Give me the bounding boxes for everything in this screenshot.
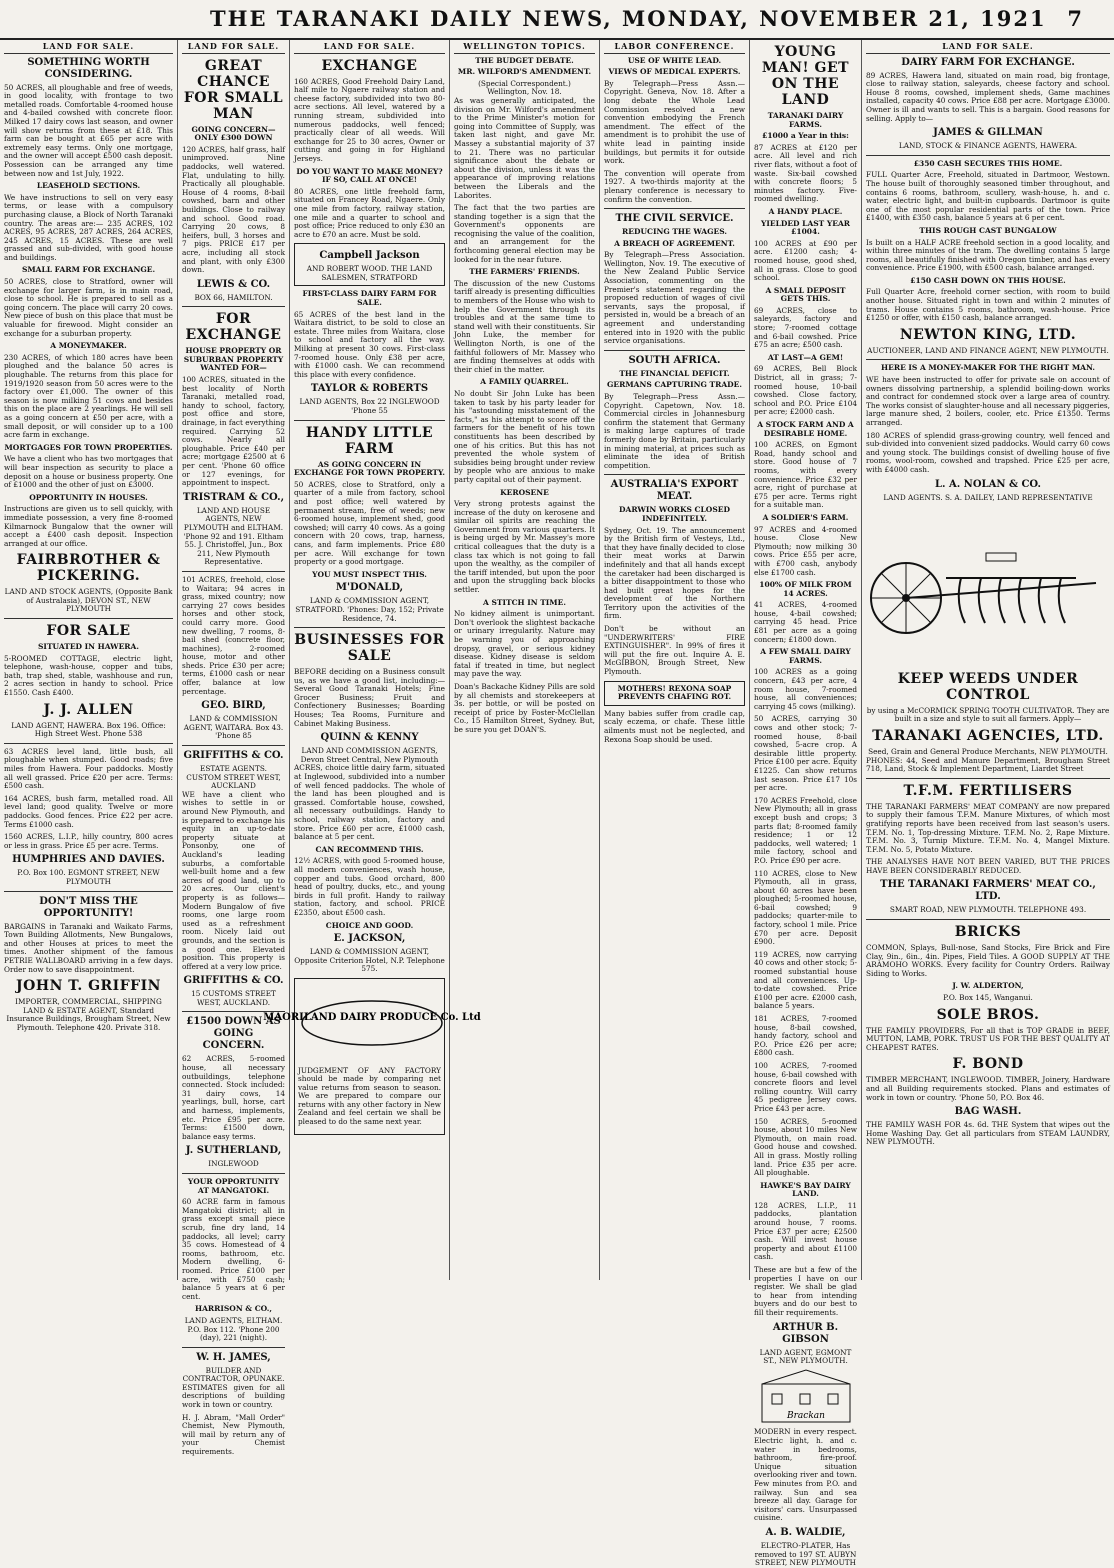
firm-address: LAND AGENTS, Box 22 INGLEWOOD 'Phone 55 xyxy=(299,397,440,415)
ad-text: 120 ACRES, half grass, half unimproved. Nine paddocks, well watered. Flat, undulating to hilly. Practically all ploughable. House of 4 rooms, 8-bail cowshed, barn and other buildings. Close to railway and school. Good road. Carrying 20 cows, 8 heifers, bull, 3 horses and 7 pigs. PRICE £17 per acre, including all stock and plant, with only £300 down. xyxy=(182,144,285,275)
ad-text: 12½ ACRES, with good 5-roomed house, all modern conveniences, wash house, copper and tubs. Good orchard, 800 head of poultry, ducks, etc., and young birds in full profit. Handy to railway station, factory, and school. PRICE £2350, about £500 cash. xyxy=(294,856,445,917)
firm-name: GEO. BIRD, xyxy=(201,700,266,712)
ad-text: 150 ACRES, 5-roomed house, about 10 miles New Plymouth, on main road. Good house and cowshed. All in grass. Mostly rolling land. Price £35 per acre. All ploughable. xyxy=(754,1116,857,1178)
divider xyxy=(866,778,1110,779)
ad-text: 110 ACRES, close to New Plymouth, all in grass, about 60 acres have been ploughed; 5-roomed house, 6-bail cowshed; 9 paddocks; quarter-mile to factory, school 1 mile. Price £70 per acre. Deposit £900. xyxy=(754,868,857,947)
ad-text: 119 ACRES, now carrying 40 cows and other stock; 5-roomed substantial house and all conveniences. Up-to-date cowshed. Price £100 per acre. £2000 cash, balance 5 years. xyxy=(754,949,857,1011)
firm-address: LAND AGENT, EGMONT ST., NEW PLYMOUTH. xyxy=(759,1347,852,1366)
ad-heading: CAN RECOMMEND THIS. xyxy=(315,844,424,854)
divider xyxy=(604,208,745,209)
firm-name: J. SUTHERLAND, xyxy=(185,1145,282,1157)
article-heading: USE OF WHITE LEAD. xyxy=(627,55,722,65)
ad-text: ACRES, choice little dairy farm, situated at Inglewood, subdivided into a number of well fenced paddocks. The whole of the land has been ploughed and is grassed. Comfortable house, cowshed, all necessary outbuildings. Handy to school, railway station, factory and store. Price £60 per acre, £1000 cash, balance at 5 per cent. xyxy=(294,763,445,842)
ad-text: Full Quarter Acre, freehold corner section, with room to build another house. Situated right in town and within 2 minutes of trams. House contains 5 rooms, bathroom, wash-house. Price £1250 or offer, with £150 cash, balance arranged. xyxy=(866,287,1110,323)
firm-name: Campbell Jackson xyxy=(319,250,420,262)
firm-name: M'DONALD, xyxy=(335,582,404,594)
firm-address: BUILDER AND CONTRACTOR, OPUNAKE. xyxy=(182,1365,285,1384)
ad-text: 1560 ACRES, L.I.P., hilly country, 800 acres or less in grass. Price £5 per acre. Terms. xyxy=(4,832,173,850)
ad-text: 87 ACRES at £120 per acre. All level and rich river flats, without a foot of waste. Six-bail cowshed with concrete floors; 5 minutes factory. Five-roomed dwelling. xyxy=(754,142,857,204)
section-header: LAND FOR SALE. xyxy=(294,40,445,54)
ad-subheading: HOUSE PROPERTY OR SUBURBAN PROPERTY WANTED FOR— xyxy=(183,346,284,373)
ad-text: THE FAMILY PROVIDERS, For all that is TOP GRADE in BEEF, MUTTON, LAMB, PORK. TRUST US FOR THE BEST QUALITY AT CHEAPEST RATES. xyxy=(866,1025,1110,1052)
ad-text: H. J. Abram, "Mall Order" Chemist, New Plymouth, will mail by return any of your Chemist requirements. xyxy=(182,1412,285,1457)
firm-name: ARTHUR B. GIBSON xyxy=(772,1321,839,1345)
ad-text: 63 ACRES level land, little bush, all ploughable when stumped. Good roads; five miles from Hawera. Four paddocks. Mostly all well grassed. Price £20 per acre. Terms: £500 cash. xyxy=(4,746,173,791)
ad-text: WE have been instructed to offer for private sale on account of owners dissolving partnership, a splendid boiling-down works and contract for condemned stock over a large area of country. The works consist of slaughter-house and all necessary piggeries, large manure shed, 2 boilers, cooler, etc. Price £1350. Terms arranged. xyxy=(866,375,1110,427)
article-dateline: Wellington, Nov. 18. xyxy=(487,87,562,97)
divider xyxy=(866,359,1110,360)
ad-heading: BAG WASH. xyxy=(954,1106,1022,1118)
ad-heading: A FEW SMALL DAIRY FARMS. xyxy=(760,647,851,665)
divider xyxy=(182,745,285,746)
firm-address: 15 CUSTOMS STREET WEST, AUCKLAND. xyxy=(191,989,276,1007)
article-text: No doubt Sir John Luke has been taken to task by his party leader for his "astounding misstatement of the facts," as his attempt to score off the farmers for the benefit of his town constituents has been described by one of his critics. But this has not prevented the whole system of subsidies being brought under review by people who are anxious to make party capital out of their payment. xyxy=(454,388,595,484)
ad-heading: SOMETHING WORTH CONSIDERING. xyxy=(27,56,150,80)
ad-text: These are but a few of the properties I have on our register. We shall be glad to hear from intending buyers and do our best to fill their requirements. xyxy=(754,1265,857,1317)
ad-heading: T.F.M. FERTILISERS xyxy=(903,782,1073,799)
article-heading: THE FARMERS' FRIENDS. xyxy=(469,267,580,277)
ad-text: 128 ACRES, L.I.P., 11 paddocks, plantation around house, 7 rooms. Price £37 per acre; £2500 cash. Will invest house property and about £1100 cash. xyxy=(754,1200,857,1262)
ad-text: 50 ACRES, carrying 30 cows and other stock; 7-roomed house, 8-bail cowshed, 5-acre crop. A desirable little property. Price £100 per acre. Equity £1225. Can show returns last season. Price £17 10s per acre. xyxy=(754,714,857,793)
ad-text: MODERN in every respect. Electric light, h. and c. water in bedrooms, bathroom, fire-proof. Unique situation overlooking river and town. Few minutes from P.O. and railway. Sun and sea breeze all day. Garage for visitors' cars. Unsurpassed cuisine. xyxy=(754,1427,857,1523)
ad-text: 60 ACRE farm in famous Mangatoki district; all in grass except small piece scrub, fine dry land, 14 paddocks, all level; carry 35 cows. Homestead of 4 rooms, bathroom, etc. Modern dwelling, 6-roomed. Price £100 per acre, with £750 cash; balance 5 years at 6 per cent. xyxy=(182,1197,285,1301)
rexona-ad-heading: MOTHERS! REXONA SOAP PREVENTS CHAFING ROT. xyxy=(604,681,745,706)
campbell-jackson-ad xyxy=(294,243,445,286)
firm-name: QUINN & KENNY xyxy=(320,732,419,744)
ad-heading: AT LAST—A GEM! xyxy=(767,352,844,362)
firm-address: LAND & COMMISSION AGENT, Opposite Criterion Hotel, N.P. Telephone 575. xyxy=(294,947,445,974)
article-subheading: GERMANS CAPTURING TRADE. xyxy=(607,380,742,390)
article-subheading: REDUCING THE WAGES. xyxy=(622,227,727,237)
ad-text: 62 ACRES, 5-roomed house, all necessary outbuildings, telephone connected. Stock included: 31 dairy cows, 14 yearlings, bull, horse, cart and harness, implements, etc. Price £95 per acre. Terms: £1500 down, balance easy terms. xyxy=(182,1054,285,1141)
article-heading: THE CIVIL SERVICE. xyxy=(615,213,734,225)
ad-text: 101 ACRES, freehold, close to Waitara; 94 acres in grass, mixed country; now carrying 27 cows besides horses and other stock, could carry more. Good new dwelling, 7 rooms, 8-bail shed (concrete floor, machines), 2-roomed house, motor and other sheds. Price £30 per acre; terms, £1000 cash or near offer, balance at low percentage. xyxy=(182,574,285,696)
ad-heading: £1000 a Year in this: xyxy=(762,131,849,141)
ad-text: 100 ACRES, 7-roomed house, 6-bail cowshed with concrete floors and level rolling country. Will carry 45 pedigree Jersey cows. Price £43 per acre. xyxy=(754,1060,857,1113)
ad-heading: A MONEYMAKER. xyxy=(50,341,127,351)
ad-heading: £1500 DOWN AS GOING CONCERN. xyxy=(186,1016,281,1052)
hotel-name: Brackan xyxy=(787,1410,825,1421)
ad-heading: A SMALL DEPOSIT GETS THIS. xyxy=(765,285,846,304)
firm-name: E. JACKSON, xyxy=(333,933,406,945)
article-heading: A STITCH IN TIME. xyxy=(483,597,566,607)
firm-name: HARRISON & CO., xyxy=(195,1304,272,1314)
ad-text: THE ANALYSES HAVE NOT BEEN VARIED, BUT THE PRICES HAVE BEEN CONSIDERABLY REDUCED. xyxy=(866,857,1110,875)
firm-address: SMART ROAD, NEW PLYMOUTH. TELEPHONE 493. xyxy=(889,905,1087,915)
divider xyxy=(604,350,745,351)
firm-name: LEWIS & CO. xyxy=(196,278,271,290)
divider xyxy=(182,1347,285,1348)
ad-heading: SOLE BROS. xyxy=(936,1006,1040,1023)
article-text: By Telegraph—Press Assn.—Copyright. Geneva, Nov. 18. After a long debate the Whole Lead Commission resolved a new convention embodying the French amendment. The effect of the amendment is to prohibit the use of white lead in painting inside buildings, but permits it for outside work. xyxy=(604,78,745,166)
article-heading: A FAMILY QUARREL. xyxy=(480,377,569,387)
firm-name: TAYLOR & ROBERTS xyxy=(310,383,429,395)
article-text: By Telegraph—Press Assn.—Copyright. Capetown, Nov. 18. Commercial circles in Johannesburg confirm the statement that Germany is making large captures of trade formerly done by Britain, particularly in mining material, at prices such as eliminate the idea of British competition. xyxy=(604,392,745,470)
page-number: 7 xyxy=(1067,6,1084,31)
ad-text: We have instructions to sell on very easy terms, or lease with a compulsory purchasing clause, a Block of North Taranaki country. The areas are:— 235 ACRES, 102 ACRES, 95 ACRES, 287 ACRES, 264 ACRES, 245 ACRES, 15 ACRES. These are well grassed and sub-divided, with good house and buildings. xyxy=(4,192,173,262)
article-text: Very strong protests against the increase of the duty on kerosene and similar oil spirits are reaching the Government from various quarters. It is being urged by Mr. Massey's more critical colleagues that the duty is a class tax which is not going to fall upon the wealthy, as the compiler of the tariff intended, but upon the poor and upon the struggling back blocks settler. xyxy=(454,499,595,595)
section-header: LABOR CONFERENCE. xyxy=(604,40,745,54)
ad-text: 97 ACRES and 4-roomed house. Close New Plymouth; now milking 30 cows. Price £55 per acre, with £700 cash, anybody else £1700 cash. xyxy=(754,524,857,577)
ad-heading: A SOLDIER'S FARM. xyxy=(762,512,849,522)
column-7 xyxy=(862,40,1114,1280)
maoriland-dairy-ad xyxy=(263,978,481,1135)
ad-subheading: SITUATED IN HAWERA. xyxy=(38,642,139,652)
article-text: The convention will operate from 1927. A two-thirds majority at the plenary conference is necessary to confirm the convention. xyxy=(604,168,745,204)
hotel-building-illustration xyxy=(754,1366,858,1426)
ad-text: 100 ACRES, on Egmont Road, handy school and store. Good house of 7 rooms, with every convenience. Price £32 per acre, right of purchase at £75 per acre. Terms right for a suitable man. xyxy=(754,440,857,510)
firm-address: BOX 66, HAMILTON. xyxy=(194,292,273,302)
article-subheading: A BREACH OF AGREEMENT. xyxy=(614,238,735,248)
article-text: Doan's Backache Kidney Pills are sold by all chemists and storekeepers at 3s. per bottle, or will be posted on receipt of price by Foster-McClellan Co., 15 Hamilton Street, Sydney. But, be sure you get DOAN'S. xyxy=(454,681,595,734)
firm-name: GRIFFITHS & CO. xyxy=(183,750,284,762)
ad-text: 41 ACRES, 4-roomed house, 4-bail cowshed; carrying 45 head. Price £81 per acre as a going concern; £1800 down. xyxy=(754,600,857,644)
firm-address: LAND AGENTS, ELTHAM. P.O. Box 112. 'Phone 200 (day), 221 (night). xyxy=(184,1315,283,1343)
column-3 xyxy=(263,40,481,1280)
article-heading: SOUTH AFRICA. xyxy=(628,354,721,366)
column-1 xyxy=(0,40,178,1280)
ad-subheading: TARANAKI DAIRY FARMS. xyxy=(767,111,844,129)
firm-address: LAND & COMMISSION AGENT, STRATFORD. 'Phones: Day, 152; Private Residence, 74. xyxy=(295,596,444,623)
firm-name: J. J. ALLEN xyxy=(43,701,134,718)
column-2 xyxy=(178,40,290,1457)
ad-heading: YOUNG MAN! GET ON THE LAND xyxy=(761,44,850,108)
ad-heading: FIRST-CLASS DAIRY FARM FOR SALE. xyxy=(302,289,437,308)
article-byline: (Special Correspondent.) xyxy=(478,78,571,88)
firm-name: HUMPHRIES AND DAVIES. xyxy=(12,854,165,866)
firm-name: TARANAKI AGENCIES, LTD. xyxy=(872,727,1104,744)
ad-text: 89 ACRES, Hawera land, situated on main road, big frontage, close to railway station, saleyards, cheese factory and school. House 8 rooms, cowshed, implement sheds, Game machines installed, capacity 40 cows. Price £88 per acre. Mortgage £3000. Owner is ill and wants to sell. This is a bargain. Good reasons for selling. Apply to— xyxy=(866,70,1110,123)
article-text: As was generally anticipated, the division on Mr. Wilford's amendment to the Prime Minister's motion for going into Committee of Supply, was taken last night, and gave Mr. Massey a substantial majority of 37 to 21. There was no particular significance about the debate or about the division, unless it was the appearance of improving relations between the Liberals and the Laborites. xyxy=(454,95,595,200)
article-subheading: MR. WILFORD'S AMENDMENT. xyxy=(457,67,592,77)
divider xyxy=(866,155,1110,156)
ad-heading: FOR SALE xyxy=(46,623,131,640)
ad-text: Many babies suffer from cradle cap, scaly eczema, or chafe. These little ailments must not be neglected, and Rexona Soap should be used. xyxy=(604,708,745,744)
article-text: The discussion of the new Customs tariff already is presenting difficulties to members of the House who wish to help the Government through its troubles and at the same time to stand well with their constituents. Sir John Luke, the member for Wellington North, is one of the faithful followers of Mr. Massey who are finding themselves at odds with their chief in the matter. xyxy=(454,278,595,374)
ad-heading: HAWKE'S BAY DAIRY LAND. xyxy=(760,1180,851,1199)
divider xyxy=(4,891,173,892)
firm-address: ELECTRO-PLATER, Has removed to 197 ST. AUBYN STREET, NEW PLYMOUTH xyxy=(754,1540,857,1568)
column-4 xyxy=(450,40,600,1280)
ad-text: 50 ACRES, close to Stratford, owner will exchange for larger farm, is in main road, close to school. He is prepared to sell as a going concern. The place will carry 20 cows. New piece of bush on this place that must be valuable for firewood. Might consider an exchange for a suburban property. xyxy=(4,277,173,338)
firm-name: FAIRBROTHER & PICKERING. xyxy=(16,552,161,585)
ad-text: TIMBER MERCHANT, INGLEWOOD. TIMBER, Joinery, Hardware and all Building requirements stocked. Plans and estimates of work in town or country. 'Phone 50, P.O. Box 46. xyxy=(866,1075,1110,1102)
divider xyxy=(294,627,445,628)
ad-heading: FOR EXCHANGE xyxy=(185,311,282,344)
ad-heading: BUSINESSES FOR SALE xyxy=(294,632,445,665)
ad-text: THE TARANAKI FARMERS' MEAT COMPANY are now prepared to supply their famous T.F.M. Manure Mixtures, of which most gratifying reports have been received from last season's users. T.F.M. No. 1, Top-dressing Mixture. T.F.M. No. 2, Rape Mixture. T.F.M. No. 3, Turnip Mixture. T.F.M. No. 4, Mangel Mixture. T.F.M. No. 5, Potato Mixture. xyxy=(866,801,1110,854)
ad-heading: OPPORTUNITY IN HOUSES. xyxy=(29,492,148,502)
ad-heading: DON'T MISS THE OPPORTUNITY! xyxy=(39,895,138,919)
firm-address: P.O. Box 100. EGMONT STREET, NEW PLYMOUTH xyxy=(17,868,160,886)
section-header: LAND FOR SALE. xyxy=(866,40,1110,54)
divider xyxy=(182,306,285,307)
ad-text: BEFORE deciding on a Business consult us, as we have a good list, including:—Several Good Taranaki Hotels; Fine Grocer Business; Fruit and Confectionery Businesses; Boarding Houses; Tea Rooms, Furniture and Cabinet Making Business. xyxy=(294,667,445,728)
masthead xyxy=(0,0,1114,40)
firm-name: W. H. JAMES, xyxy=(196,1351,271,1363)
article-subheading: VIEWS OF MEDICAL EXPERTS. xyxy=(608,67,741,77)
firm-address: LAND AGENTS. S. A. DAILEY, LAND REPRESENTATIVE xyxy=(883,492,1093,502)
ad-heading: MORTGAGES FOR TOWN PROPERTIES. xyxy=(4,442,173,452)
divider xyxy=(866,919,1110,920)
ad-text: 180 ACRES of splendid grass-growing country, well fenced and sub-divided into convenient sized paddocks. Would carry 60 cows and young stock. The buildings consist of dwelling house of five rooms, wool-room, cowshed and trapshed. Price £25 per acre, with £4000 cash. xyxy=(866,430,1110,474)
firm-name: JOHN T. GRIFFIN xyxy=(16,978,161,995)
firm-address: LAND, STOCK & FINANCE AGENTS, HAWERA. xyxy=(898,141,1078,151)
article-text: The fact that the two parties are standing together is a sign that the Government's opponents are recognising the value of the coalition, and an arrangement for the forthcoming general election may be looked for in the near future. xyxy=(454,203,595,264)
ad-text: 5-ROOMED COTTAGE, electric light, telephone, wash-house, copper and tubs, bath, trap shed, stable, washhouse and run, 2 acres section in handy to school. Price £1550. Cash £400. xyxy=(4,653,173,698)
firm-address: INGLEWOOD xyxy=(208,1159,259,1169)
article-heading: AUSTRALIA'S EXPORT MEAT. xyxy=(610,479,739,503)
article-text: Don't be without an "UNDERWRITERS' FIRE EXTINGUISHER". In 99% of fires it will put the fire out. Inquire A. E. McGIBBON, Brough Street, New Plymouth. xyxy=(604,624,745,677)
article-heading: KEROSENE xyxy=(500,487,549,497)
ad-text: 170 ACRES Freehold, close New Plymouth; all in grass except bush and crops; 3 parts flat; 8-roomed family residence; 1 or 12 paddocks, well watered; 1 mile factory, school and P.O. Price £90 per acre. xyxy=(754,795,857,865)
divider xyxy=(182,571,285,572)
firm-name: J. W. ALDERTON, xyxy=(952,981,1024,991)
article-text: No kidney ailment is unimportant. Don't overlook the slightest backache or urinary irregularity. Nature may be warning you of approaching dropsy, gravel, or serious kidney disease. Kidney disease is seldom fatal if treated in time, but neglect may pave the way. xyxy=(454,609,595,679)
maoriland-dairy-logo xyxy=(263,988,481,1058)
ad-heading: CHOICE AND GOOD. xyxy=(325,920,414,930)
ad-heading: A HANDY PLACE. xyxy=(768,206,843,216)
ad-text: 69 ACRES, Bell Block District, all in grass; 7-roomed house, 10-bail cowshed. Close factory, school and P.O. Price £104 per acre; £2000 cash. xyxy=(754,364,857,417)
article-subheading: THE FINANCIAL DEFICIT. xyxy=(619,368,730,378)
firm-name: GRIFFITHS & CO. xyxy=(183,975,284,987)
firm-address: LAND AND HOUSE AGENTS, NEW PLYMOUTH and ELTHAM. 'Phone 92 and 191. Eltham 55. J. Christoffel, Jun., Box 211, New Plymouth Representative. xyxy=(183,505,284,567)
ad-text: PHONES: 44, Seed and Manure Department, Brougham Street 718, Land, Stock & Implement Department, Liardet Street xyxy=(866,755,1110,774)
ad-text: 181 ACRES, 7-roomed house, 8-bail cowshed, handy factory, school and P.O. Price £26 per acre; £800 cash. xyxy=(754,1014,857,1058)
ad-heading: DO YOU WANT TO MAKE MONEY? IF SO, CALL AT ONCE! xyxy=(296,166,443,185)
ad-text: Is built on a HALF ACRE freehold section in a good locality, and within three minutes of the tram. The dwelling contains 5 large rooms, all beautifully finished with Oregon timber, and has every convenience. Price £1900, with £500 cash, balance arranged. xyxy=(866,237,1110,273)
ad-heading: SMALL FARM FOR EXCHANGE. xyxy=(21,265,156,275)
firm-address: LAND AND STOCK AGENTS, (Opposite Bank of Australasia), DEVON ST., NEW PLYMOUTH xyxy=(4,587,173,614)
firm-address: AND ROBERT WOOD. THE LAND SALESMEN, STRATFORD xyxy=(306,264,433,282)
ad-text: WE have a client who wishes to settle in or around New Plymouth, and is prepared to exchange his equity in an up-to-date property situate at Ponsonby, one of Auckland's leading suburbs, a comfortable well-built home and a few acres of good land, up to 20 acres. Our client's property is as follows—Modern Bungalow of five rooms, one large room used as a refreshment room. Nicely laid out grounds, and the section is a good one. Elevated position. This property is offered at a very low price. xyxy=(182,789,285,971)
article-heading: THE BUDGET DEBATE. xyxy=(475,55,574,65)
article-text: Sydney, Oct. 19. The announcement by the British firm of Vesteys, Ltd., that they have finally decided to close their meat works at Darwin indefinitely and that all hands except the caretaker had been discharged is a bitter disappointment to those who had built great hopes for the development of the Northern Territory upon the activities of the firm. xyxy=(604,525,745,621)
firm-address: IMPORTER, COMMERCIAL, SHIPPING LAND & ESTATE AGENT, Standard Insurance Buildings, Brougham Street, New Plymouth. Telephone 420. Private 318. xyxy=(6,997,171,1032)
ad-text: 230 ACRES, of which 180 acres have been ploughed and the balance 50 acres is ploughable. The returns from this place for 1919/1920 season from 50 acres were to the factory over £1,000. The owner of this season is now milking 51 cows and besides this on the place are 2 yearlings. He will sell as a going concern at £50 per acre, with a small deposit, or will consider up to a 100 acre farm in exchange. xyxy=(4,352,173,440)
ad-text: COMMON, Splays, Bull-nose, Sand Stocks, Fire Brick and Fire Clay, 9in., 6in., 4in. Pipes, Field Tiles. A GOOD SUPPLY AT THE ARAMOHO WORKS. Every facility for Country Orders. Railway Siding to Works. xyxy=(866,943,1110,978)
ad-subheading: AS GOING CONCERN IN EXCHANGE FOR TOWN PROPERTY. xyxy=(294,459,446,478)
ad-heading: £350 CASH SECURES THIS HOME. xyxy=(913,158,1063,168)
divider xyxy=(182,1173,285,1174)
firm-name: JAMES & GILLMAN xyxy=(933,127,1043,139)
ad-text: 50 ACRES, all ploughable and free of weeds, in good locality, with frontage to two metalled roads. Comfortable 4-roomed house and 4-bailed cowshed with concrete floor. Milked 17 dairy cows last season, and owner will show returns from these at £18. This farm can be bought at £65 per acre with extremely easy terms. Only one mortgage, and the owner will accept £500 cash deposit. Possession can be arranged any time between now and 1st July, 1922. xyxy=(4,82,173,178)
ad-heading: 100% OF MILK FROM 14 ACRES. xyxy=(759,580,852,598)
section-header: LAND FOR SALE. xyxy=(182,40,285,54)
firm-address: Seed, Grain and General Produce Merchants, NEW PLYMOUTH. xyxy=(868,746,1108,756)
divider xyxy=(604,474,745,475)
article-subheading: DARWIN WORKS CLOSED INDEFINITELY. xyxy=(619,505,730,523)
firm-address: LAND & COMMISSION AGENT, WAITARA. Box 43. 'Phone 85 xyxy=(183,714,284,741)
firm-name: NEWTON KING, LTD. xyxy=(899,326,1077,343)
ad-heading: F. BOND xyxy=(952,1056,1024,1073)
ad-text: 160 ACRES, Good Freehold Dairy Land, half mile to Ngaere railway station and cheese factory, subdivided into two 80-acre sections. All level, watered by a running stream, subdivided into numerous paddocks, well fenced; practically clear of all weeds. Will exchange for 25 to 30 acres, Owner or cutting and going in for Highland Jerseys. xyxy=(294,76,445,163)
ad-text: 164 ACRES, bush farm, metalled road. All level land; good quality. Twelve or more paddocks. Good fences. Price £22 per acre. Terms £1000 cash. xyxy=(4,793,173,829)
ad-heading: YOU MUST INSPECT THIS. xyxy=(312,569,427,579)
article-text: By Telegraph—Press Association. Wellington, Nov. 19. The executive of the New Zealand Public Service Association, commenting on the Premier's statement regarding the proposed reduction of wages of civil servants, says the proposal, if persisted in, would be a breach of an agreement and understanding entered into in 1920 with the public service organisations. xyxy=(604,250,745,346)
ad-subheading: YIELDED LAST YEAR £1004. xyxy=(760,218,850,237)
ad-text: 50 ACRES, close to Stratford, only a quarter of a mile from factory, school and post office; well watered by permanent stream, free of weeds; new 6-roomed house, implement shed, good cowshed; will carry 40 cows. As a going concern with 20 cows, trap, harness, cans, and farm implements. Price £80 per acre. Will exchange for town property or a good mortgage. xyxy=(294,479,445,567)
ad-text: BARGAINS in Taranaki and Waikato Farms, Town Building Allotments, New Bungalows, and other Houses at prices to meet the times. Another shipment of the famous PETRIE WALLBOARD arriving in a few days. Order now to save disappointment. xyxy=(4,921,173,974)
ad-heading: THIS ROUGH CAST BUNGALOW xyxy=(919,225,1057,235)
divider xyxy=(4,618,173,619)
ad-heading: GREAT CHANCE FOR SMALL MAN xyxy=(183,57,284,122)
firm-address: LAND AND COMMISSION AGENTS, Devon Street Central, New Plymouth xyxy=(300,746,439,764)
ad-text: Instructions are given us to sell quickly, with immediate possession, a very fine 8-roomed Kilmarnock Bungalow that the owner will accept a £400 cash deposit. Inspection arranged at our office. xyxy=(4,504,173,548)
ad-text: 69 ACRES, close to saleyards, factory and store; 7-roomed cottage and 6-bail cowshed. Price £75 an acre; £500 cash. xyxy=(754,305,857,350)
ad-heading: KEEP WEEDS UNDER CONTROL xyxy=(897,670,1079,703)
firm-name: TRISTRAM & CO., xyxy=(182,491,285,503)
ad-heading: £150 CASH DOWN ON THIS HOUSE. xyxy=(910,275,1066,285)
ad-text: We have a client who has two mortgages that will bear inspection as security to place a deposit on a house or business property. One of £1000 and the other of just on £3000. xyxy=(4,454,173,490)
firm-address: LAND AGENT, HAWERA. Box 196. Office: High Street West. Phone 538 xyxy=(11,720,166,739)
column-6 xyxy=(750,40,862,1568)
ad-subheading: by using a McCORMICK SPRING TOOTH CULTIVATOR. They are built in a size and style to suit all farmers. Apply— xyxy=(866,705,1110,724)
section-header: LAND FOR SALE. xyxy=(4,40,173,54)
ad-text: 100 ACRES as a going concern, £43 per acre, 4 room house, 7-roomed house, all conveniences; carrying 45 cows (milking). xyxy=(754,667,857,711)
firm-address: ESTATE AGENTS. CUSTOM STREET WEST, AUCKLAND xyxy=(186,764,281,791)
divider xyxy=(4,743,173,744)
ad-heading: BRICKS xyxy=(954,924,1022,941)
section-header: WELLINGTON TOPICS. xyxy=(454,40,595,54)
firm-name: L. A. NOLAN & CO. xyxy=(934,478,1042,490)
ad-heading: LEASEHOLD SECTIONS. xyxy=(36,181,141,191)
ad-heading: HERE IS A MONEY-MAKER FOR THE RIGHT MAN. xyxy=(881,363,1095,373)
ad-text: JUDGEMENT OF ANY FACTORY should be made by comparing net value returns from season to season. We are prepared to compare our returns with any other factory in New Zealand and feel certain we shall be pleased to do the same next year. xyxy=(298,1065,441,1127)
cultivator-illustration xyxy=(866,508,1106,658)
ad-text: 65 ACRES of the best land in the Waitara district, to be sold to close an estate. Three miles from Waitara, close to school and factory all the way. Milking at present 30 cows. First-class 7-roomed house. Only £38 per acre, with £1000 cash. We can recommend this place with every confidence. xyxy=(294,309,445,379)
ad-heading: DAIRY FARM FOR EXCHANGE. xyxy=(901,56,1075,68)
divider xyxy=(294,420,445,421)
logo-line: MAORILAND DAIRY PRODUCE Co. Ltd xyxy=(263,1011,481,1023)
ad-text: FULL Quarter Acre, Freehold, situated in Dartmoor, Westown. The house built of thoroughly seasoned timber throughout, and contains 6 rooms, bathroom, scullery, wash-house, h. and c. water, electric light, and built-in cupboards. Dartmoor is quite one of the most popular residential parts of the town. Price £1400, with £350 cash, balance 5 years at 6 per cent. xyxy=(866,170,1110,223)
firm-name: A. B. WALDIE, xyxy=(765,1526,846,1538)
ad-text: THE FAMILY WASH FOR 4s. 6d. THE System that wipes out the Home Washing Day. Get all particulars from STEAM LAUNDRY, NEW PLYMOUTH. xyxy=(866,1120,1110,1147)
ad-heading: HANDY LITTLE FARM xyxy=(305,424,434,457)
column-5 xyxy=(600,40,750,1280)
firm-name: THE TARANAKI FARMERS' MEAT CO., LTD. xyxy=(880,879,1096,903)
firm-address: P.O. Box 145, Wanganui. xyxy=(943,993,1033,1003)
ad-text: ESTIMATES given for all descriptions of building work in town or country. xyxy=(182,1382,285,1410)
ad-heading: YOUR OPPORTUNITY AT MANGATOKI. xyxy=(187,1177,280,1195)
ad-heading: EXCHANGE xyxy=(321,57,418,74)
masthead-title: THE TARANAKI DAILY NEWS, MONDAY, NOVEMBER 21, 1921 xyxy=(210,6,1047,31)
ad-text: 80 ACRES, one little freehold farm, situated on Francey Road, Ngaere. Only one mile from factory, railway station, one mile and a quarter to school and post office; Price reduced to only £30 an acre to £70 an acre. Must be sold. xyxy=(294,186,445,239)
ad-subheading: GOING CONCERN—ONLY £300 DOWN xyxy=(191,124,276,143)
firm-address: AUCTIONEER, LAND AND FINANCE AGENT, NEW PLYMOUTH. xyxy=(867,345,1109,355)
ad-text: 100 ACRES, situated in the best locality of North Taranaki, metalled road, handy to school, factory, post office and store, drainage, in fact everything required. Carrying 52 cows. Nearly all ploughable. Price £40 per acre; mortgage £2500 at 6 per cent. 'Phone 60 office or 127 evenings, for appointment to inspect. xyxy=(182,375,285,488)
ad-text: 100 ACRES at £90 per acre. £1200 cash; 4-roomed house, good shed, all in grass. Close to good school. xyxy=(754,238,857,283)
ad-heading: A STOCK FARM AND A DESIRABLE HOME. xyxy=(757,420,854,438)
